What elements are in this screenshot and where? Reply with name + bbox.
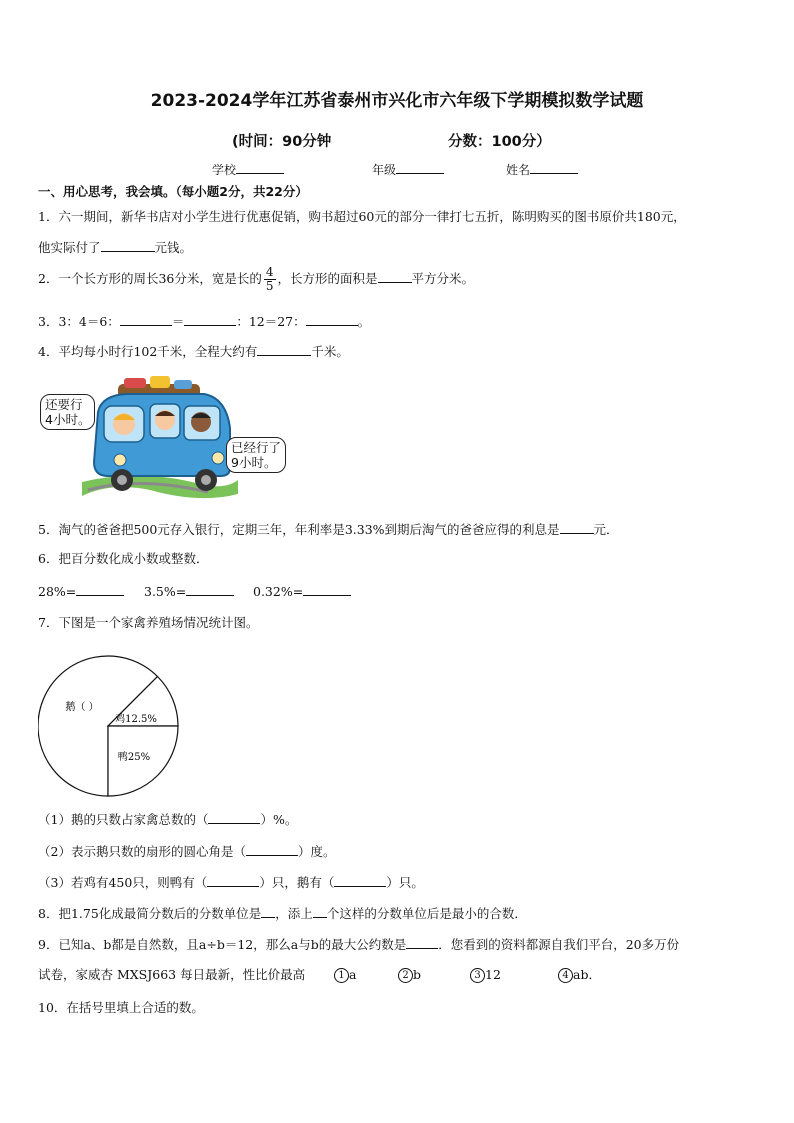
- question-10: 10．在括号里填上合适的数。: [38, 1000, 204, 1015]
- name-field: [506, 161, 578, 178]
- option-4-text: ab．: [573, 967, 601, 982]
- bubble-left-line-1: 还要行: [45, 397, 83, 412]
- option-4: [558, 966, 601, 984]
- option-2: [398, 966, 421, 984]
- bubble-left-line-2: 4小时。: [45, 412, 91, 427]
- bus-illustration: [80, 372, 240, 506]
- option-3-marker: 3: [470, 968, 485, 983]
- q5-text-b: 元．: [593, 522, 619, 537]
- question-1-line-1: 1．六一期间，新华书店对小学生进行优惠促销，购书超过60元的部分一律打七五折，陈明购买的图书原价共180元，: [38, 209, 686, 224]
- option-1-marker: 1: [334, 968, 349, 983]
- q8-text-c: 个这样的分数单位后是最小的合数．: [326, 906, 527, 921]
- q6-item-3-text: 0.32%=: [253, 584, 304, 599]
- option-3: [470, 966, 501, 984]
- question-7-sub-2: [38, 842, 335, 861]
- grade-field: [372, 161, 444, 178]
- pie-slice-label-1: 鹅（ ）: [65, 702, 99, 713]
- option-1: [334, 966, 356, 984]
- bubble-right-line-1: 已经行了: [231, 440, 282, 455]
- answer-blank: [257, 342, 311, 356]
- answer-blank: [334, 873, 386, 887]
- q4-text-a: 4．平均每小时行102千米，全程大约有: [38, 344, 258, 359]
- answer-blank: [246, 842, 298, 856]
- grade-blank: [396, 161, 444, 174]
- question-1-line-2: [38, 238, 192, 257]
- school-label: 学校: [212, 163, 237, 177]
- answer-blank: [76, 582, 124, 596]
- q8-text-b: ，添上: [275, 906, 313, 921]
- answer-blank: [207, 873, 259, 887]
- answer-blank: [313, 904, 327, 918]
- name-blank: [530, 161, 578, 174]
- answer-blank: [303, 582, 351, 596]
- question-7-sub-3: [38, 873, 424, 892]
- q3-text-c: ：12＝27：: [236, 314, 306, 329]
- q4-text-b: 千米。: [311, 344, 349, 359]
- q7-sub2-text-b: ）度。: [297, 844, 336, 859]
- answer-blank: [261, 904, 275, 918]
- answer-blank: [378, 269, 412, 283]
- question-7: 7．下图是一个家禽养殖场情况统计图。: [38, 615, 259, 630]
- fraction-denominator: 5: [265, 279, 274, 293]
- exam-score: 分数：100分）: [448, 134, 551, 150]
- q5-text-a: 5．淘气的爸爸把500元存入银行，定期三年，年利率是3.33%到期后淘气的爸爸应得的利息是: [38, 522, 560, 537]
- question-5: [38, 520, 619, 539]
- question-8: [38, 904, 527, 923]
- question-9-line-2: [38, 966, 305, 984]
- q6-item-1-text: 28%=: [38, 584, 77, 599]
- speech-bubble-right: [226, 437, 286, 473]
- question-9-line-1: [38, 935, 679, 954]
- answer-blank: [184, 312, 236, 326]
- option-1-text: a: [349, 967, 357, 982]
- answer-blank: [186, 582, 234, 596]
- answer-blank: [406, 935, 438, 949]
- answer-blank: [560, 520, 594, 534]
- q7-sub1-text-a: （1）鹅的只数占家禽总数的（: [38, 812, 209, 827]
- pie-slice-label-3: 鸭25%: [117, 752, 151, 763]
- fraction-numerator: 4: [265, 265, 274, 279]
- q7-sub2-text-a: （2）表示鹅只数的扇形的圆心角是（: [38, 844, 246, 859]
- q9-text-b: ．您看到的资料都源自我们平台，20多万份: [438, 937, 680, 952]
- grade-label: 年级: [372, 163, 397, 177]
- question-3: [38, 312, 370, 331]
- exam-time: (时间：90分钟: [232, 134, 332, 150]
- school-blank: [236, 161, 284, 174]
- question-7-sub-1: [38, 810, 297, 829]
- bubble-right-line-2: 9小时。: [231, 455, 277, 470]
- q1-text-a: 他实际付了: [38, 240, 101, 255]
- page-title: 2023-2024学年江苏省泰州市兴化市六年级下学期模拟数学试题: [150, 91, 644, 111]
- option-2-text: b: [413, 967, 422, 982]
- name-label: 姓名: [506, 163, 531, 177]
- question-4: [38, 342, 349, 361]
- fraction-4-5: [264, 266, 276, 293]
- q2-text-a: 2．一个长方形的周长36分米，宽是长的: [38, 271, 262, 286]
- q2-text-b: ，长方形的面积是: [277, 271, 378, 286]
- question-6-item-1: [38, 582, 124, 601]
- answer-blank: [306, 312, 358, 326]
- q6-item-2-text: 3.5%=: [144, 584, 187, 599]
- q3-text-a: 3．3：4＝6：: [38, 314, 120, 329]
- q3-text-b: ＝: [171, 314, 185, 329]
- option-2-marker: 2: [398, 968, 413, 983]
- pie-chart: [38, 654, 188, 800]
- answer-blank: [208, 810, 260, 824]
- q7-sub3-text-c: ）只。: [386, 875, 424, 890]
- pie-slice-label-2: 鸡12.5%: [115, 714, 157, 725]
- q7-sub3-text-a: （3）若鸡有450只，则鸭有（: [38, 875, 208, 890]
- question-6-item-2: [144, 582, 234, 601]
- question-6: 6．把百分数化成小数或整数．: [38, 551, 209, 566]
- q8-text-a: 8．把1.75化成最简分数后的分数单位是: [38, 906, 262, 921]
- option-4-marker: 4: [558, 968, 573, 983]
- option-3-text: 12: [485, 967, 501, 982]
- question-6-item-3: [253, 582, 351, 601]
- question-2: [38, 266, 474, 293]
- section-heading: 一、用心思考，我会填。（每小题2分，共22分）: [38, 184, 308, 199]
- answer-blank: [120, 312, 172, 326]
- q9-text-line-2: 试卷，家威杏 MXSJ663 每日最新，性比价最高: [38, 967, 306, 982]
- answer-blank: [101, 238, 155, 252]
- school-field: [212, 161, 284, 178]
- speech-bubble-left: [40, 394, 95, 430]
- q1-text-b: 元钱。: [154, 240, 193, 255]
- q7-sub3-text-b: ）只，鹅有（: [259, 875, 335, 890]
- q2-text-c: 平方分米。: [411, 271, 475, 286]
- q7-sub1-text-b: ）%。: [260, 812, 298, 827]
- q9-text-a: 9．已知a、b都是自然数，且a÷b＝12，那么a与b的最大公约数是: [38, 937, 407, 952]
- q3-text-d: 。: [357, 314, 371, 329]
